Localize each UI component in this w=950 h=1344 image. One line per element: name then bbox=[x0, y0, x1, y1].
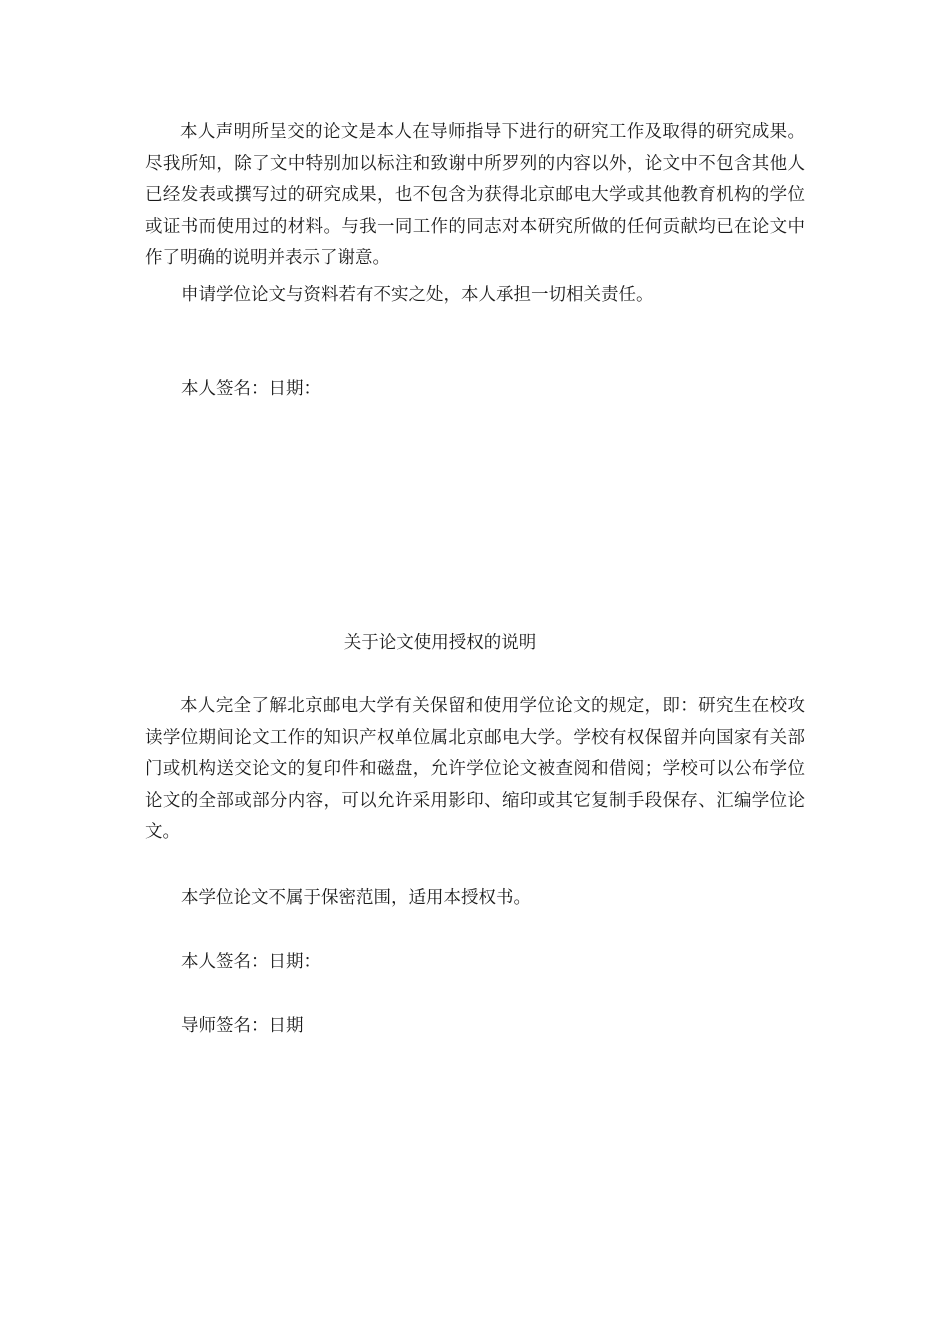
authorization-title: 关于论文使用授权的说明 bbox=[343, 633, 537, 653]
authorization-paragraph: 本人完全了解北京邮电大学有关保留和使用学位论文的规定，即：研究生在校攻读学位期间论文工作的知识产权单位属北京邮电大学。学校有权保留并向国家有关部门或机构送交论文的复印件和磁盘，允许学位论文被查阅和借阅；学校可以公布学位论文的全部或部分内容，可以允许采用影印、缩印或其它复制手段保存、汇编学位论文。 bbox=[145, 696, 805, 842]
advisor-signature-line: 导师签名：日期 bbox=[181, 1016, 304, 1036]
authorization-scope-paragraph: 本学位论文不属于保密范围，适用本授权书。 bbox=[181, 888, 531, 908]
declaration-paragraph: 本人声明所呈交的论文是本人在导师指导下进行的研究工作及取得的研究成果。尽我所知，除了文中特别加以标注和致谢中所罗列的内容以外，论文中不包含其他人已经发表或撰写过的研究成果，也不包含为获得北京邮电大学或其他教育机构的学位或证书而使用过的材料。与我一同工作的同志对本研究所做的任何贡献均已在论文中作了明确的说明并表示了谢意。 bbox=[145, 122, 805, 268]
declaration-responsibility-paragraph: 申请学位论文与资料若有不实之处，本人承担一切相关责任。 bbox=[181, 285, 654, 305]
author-signature-line: 本人签名：日期： bbox=[181, 952, 321, 972]
declaration-signature-line: 本人签名：日期： bbox=[181, 379, 321, 399]
